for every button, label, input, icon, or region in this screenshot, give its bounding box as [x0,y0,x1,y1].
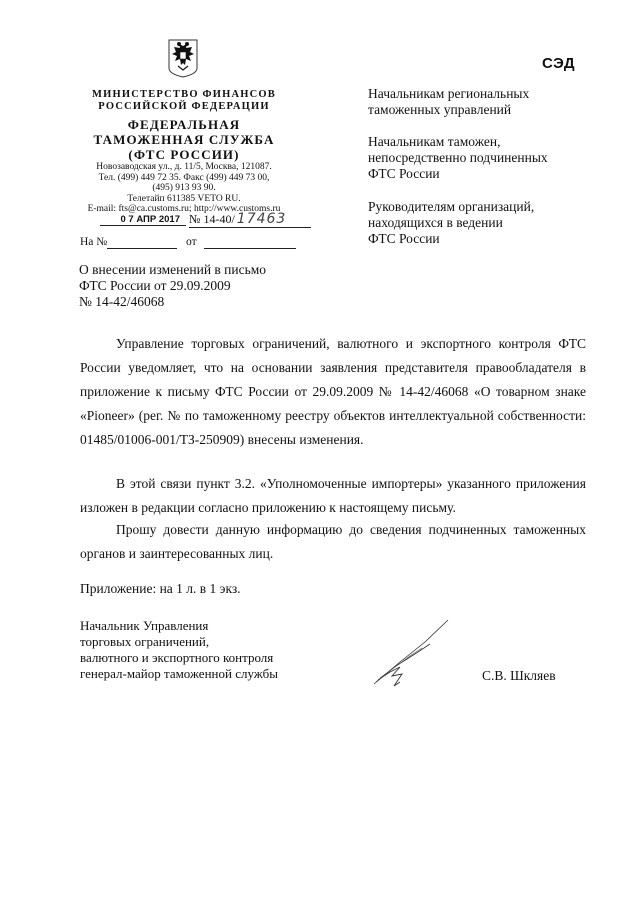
body-paragraph-1: Управление торговых ограничений, валютного и экспортного контроля ФТС России уведомляет, что на основании заявления представителя правообладателя в приложение к письму ФТС России от 29.09.2009 № 14-42/46068 «О товарном знаке «Pioneer» (рег. № по таможенному реестру объектов интеллектуальной собственности: 01485/01006-001/ТЗ-250909) внесены изменения. [80,336,586,447]
body-paragraph-2: В этой связи пункт 3.2. «Уполномоченные импортеры» указанного приложения изложен в редакции согласно приложению к настоящему письму. [80,476,586,515]
addressee-regional: Начальникам региональных таможенных управлений [368,86,530,117]
handwritten-number: 17463 [236,211,287,227]
reference-from-line [204,248,296,249]
sed-stamp: СЭД [542,55,576,72]
registration-number: № 14-40/ 17463 [189,211,311,228]
letterhead-address: Новозаводская ул., д. 11/5, Москва, 121087. Тел. (499) 449 72 35. Факс (499) 449 73 00, (495) 913 93 90. Телетайп 611385 VETO RU. E-mail: fts@ca.customs.ru; http://www.customs.ru [87,162,281,214]
registration-row [80,211,320,228]
body-paragraph-3: Прошу довести данную информацию до сведения подчиненных таможенных органов и заинтересованных лиц. [80,522,586,561]
attachment-note: Приложение: на 1 л. в 1 экз. [80,581,241,596]
reference-row [80,236,320,250]
signer-name: С.В. Шкляев [482,668,556,683]
service-name: ФЕДЕРАЛЬНАЯ ТАМОЖЕННАЯ СЛУЖБА (ФТС РОССИИ) [93,117,275,162]
handwritten-signature-icon [370,612,450,692]
addressee-customs: Начальникам таможен, непосредственно подчиненных ФТС России [368,134,548,181]
signer-title: Начальник Управления торговых ограничений, валютного и экспортного контроля генерал-майор таможенной службы [80,618,278,681]
reference-from-label: от [186,236,197,248]
reference-number-label: На № [80,236,108,248]
registration-date: 0 7 АПР 2017 [100,214,186,226]
russian-coat-of-arms-icon [166,38,200,78]
ministry-name: МИНИСТЕРСТВО ФИНАНСОВ РОССИЙСКОЙ ФЕДЕРАЦИИ [92,89,276,112]
reference-number-line [107,248,177,249]
letter-subject: О внесении изменений в письмо ФТС России от 29.09.2009 № 14-42/46068 [79,262,267,309]
addressee-organizations: Руководителям организаций, находящихся в ведении ФТС России [368,199,535,246]
